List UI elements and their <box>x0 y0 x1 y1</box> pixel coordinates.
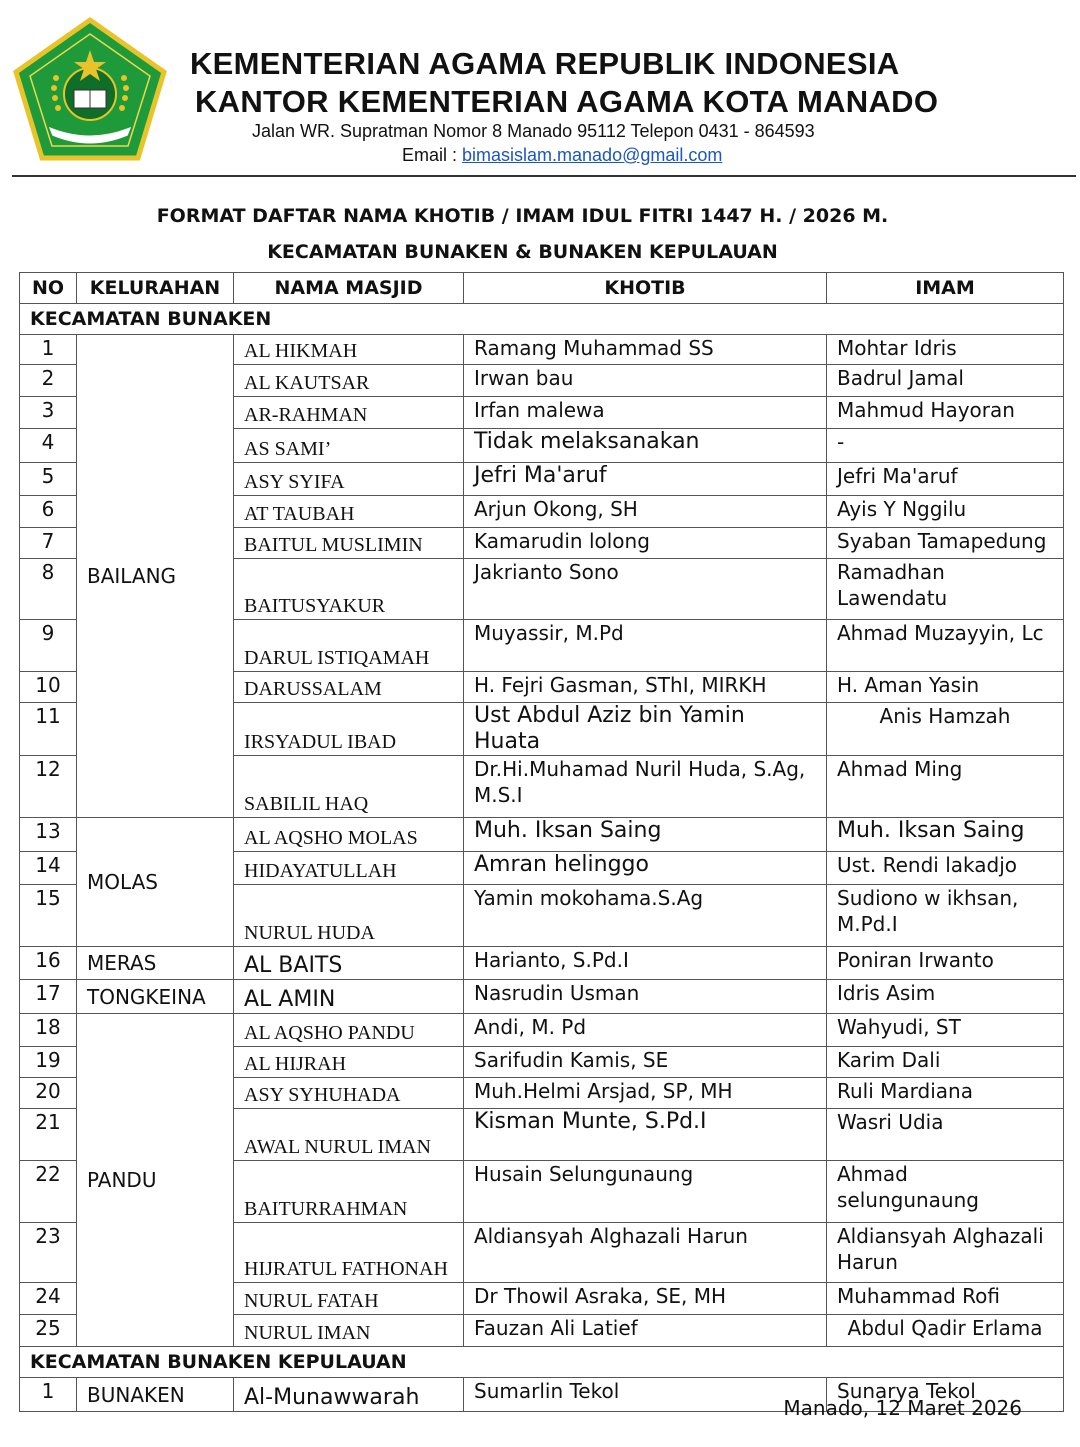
imam-cell: Mohtar Idris <box>827 335 1064 365</box>
masjid-cell: DARUSSALAM <box>234 672 464 703</box>
khotib-cell: Arjun Okong, SH <box>464 496 827 528</box>
kelurahan-cell: MERAS <box>77 947 234 980</box>
masjid-cell: AL AQSHO PANDU <box>234 1014 464 1047</box>
row-number: 24 <box>20 1283 77 1315</box>
masjid-cell: SABILIL HAQ <box>234 756 464 818</box>
kelurahan-cell: BUNAKEN <box>77 1378 234 1412</box>
section-row <box>20 304 1064 335</box>
khotib-cell: Jakrianto Sono <box>464 559 827 620</box>
khotib-cell: Dr Thowil Asraka, SE, MH <box>464 1283 827 1315</box>
imam-cell: Badrul Jamal <box>827 365 1064 397</box>
khotib-cell: Irwan bau <box>464 365 827 397</box>
document-subtitle: KECAMATAN BUNAKEN & BUNAKEN KEPULAUAN <box>267 241 778 263</box>
row-number: 20 <box>20 1078 77 1109</box>
row-number: 5 <box>20 463 77 496</box>
masjid-cell: AWAL NURUL IMAN <box>234 1109 464 1161</box>
row-number: 10 <box>20 672 77 703</box>
row-number: 6 <box>20 496 77 528</box>
khotib-cell: Amran helinggo <box>464 852 827 885</box>
imam-cell: H. Aman Yasin <box>827 672 1064 703</box>
row-number: 15 <box>20 885 77 947</box>
masjid-cell: AL BAITS <box>234 947 464 980</box>
imam-cell: - <box>827 429 1064 463</box>
imam-cell: Sudiono w ikhsan, M.Pd.I <box>827 885 1064 947</box>
kelurahan-cell: TONGKEINA <box>77 980 234 1014</box>
imam-cell: Ust. Rendi lakadjo <box>827 852 1064 885</box>
masjid-cell: ASY SYIFA <box>234 463 464 496</box>
khotib-cell: Tidak melaksanakan <box>464 429 827 463</box>
masjid-cell: AR-RAHMAN <box>234 397 464 429</box>
khotib-cell: Yamin mokohama.S.Ag <box>464 885 827 947</box>
table-row <box>20 1014 1064 1047</box>
kelurahan-cell: MOLAS <box>77 818 234 947</box>
column-header: KELURAHAN <box>77 273 234 304</box>
table-row <box>20 947 1064 980</box>
section-label: KECAMATAN BUNAKEN KEPULAUAN <box>20 1347 1064 1378</box>
row-number: 14 <box>20 852 77 885</box>
khotib-cell: Kamarudin lolong <box>464 528 827 559</box>
khotib-cell: Muh. Iksan Saing <box>464 818 827 852</box>
khotib-imam-table <box>19 272 1064 1412</box>
khotib-cell: Harianto, S.Pd.I <box>464 947 827 980</box>
kelurahan-cell: PANDU <box>77 1014 234 1347</box>
row-number: 1 <box>20 335 77 365</box>
khotib-cell: Sarifudin Kamis, SE <box>464 1047 827 1078</box>
row-number: 2 <box>20 365 77 397</box>
row-number: 22 <box>20 1161 77 1223</box>
header-divider <box>12 175 1076 177</box>
masjid-cell: NURUL IMAN <box>234 1315 464 1347</box>
row-number: 3 <box>20 397 77 429</box>
imam-cell: Anis Hamzah <box>827 703 1064 756</box>
row-number: 13 <box>20 818 77 852</box>
row-number: 4 <box>20 429 77 463</box>
imam-cell: Muh. Iksan Saing <box>827 818 1064 852</box>
imam-cell: Abdul Qadir Erlama <box>827 1315 1064 1347</box>
row-number: 9 <box>20 620 77 672</box>
row-number: 8 <box>20 559 77 620</box>
khotib-cell: Sumarlin Tekol <box>464 1378 827 1412</box>
masjid-cell: HIDAYATULLAH <box>234 852 464 885</box>
row-number: 23 <box>20 1223 77 1283</box>
imam-cell: Ramadhan Lawendatu <box>827 559 1064 620</box>
khotib-cell: Muh.Helmi Arsjad, SP, MH <box>464 1078 827 1109</box>
row-number: 11 <box>20 703 77 756</box>
khotib-cell: Husain Selungunaung <box>464 1161 827 1223</box>
imam-cell: Muhammad Rofi <box>827 1283 1064 1315</box>
document-title: FORMAT DAFTAR NAMA KHOTIB / IMAM IDUL FITRI 1447 H. / 2026 M. <box>156 205 889 227</box>
row-number: 18 <box>20 1014 77 1047</box>
row-number: 21 <box>20 1109 77 1161</box>
imam-cell: Jefri Ma'aruf <box>827 463 1064 496</box>
section-row <box>20 1347 1064 1378</box>
imam-cell: Ayis Y Nggilu <box>827 496 1064 528</box>
imam-cell: Sunarya Tekol <box>827 1378 1064 1412</box>
row-number: 25 <box>20 1315 77 1347</box>
row-number: 12 <box>20 756 77 818</box>
masjid-cell: BAITUSYAKUR <box>234 559 464 620</box>
imam-cell: Ahmad selungunaung <box>827 1161 1064 1223</box>
masjid-cell: DARUL ISTIQAMAH <box>234 620 464 672</box>
row-number: 1 <box>20 1378 77 1412</box>
masjid-cell: NURUL HUDA <box>234 885 464 947</box>
column-header: NO <box>20 273 77 304</box>
masjid-cell: AS SAMI’ <box>234 429 464 463</box>
masjid-cell: BAITUL MUSLIMIN <box>234 528 464 559</box>
email-line <box>402 145 722 166</box>
khotib-cell: Fauzan Ali Latief <box>464 1315 827 1347</box>
masjid-cell: Al-Munawwarah <box>234 1378 464 1412</box>
imam-cell: Ruli Mardiana <box>827 1078 1064 1109</box>
imam-cell: Ahmad Ming <box>827 756 1064 818</box>
row-number: 16 <box>20 947 77 980</box>
masjid-cell: AL KAUTSAR <box>234 365 464 397</box>
imam-cell: Idris Asim <box>827 980 1064 1014</box>
masjid-cell: NURUL FATAH <box>234 1283 464 1315</box>
khotib-cell: Ramang Muhammad SS <box>464 335 827 365</box>
khotib-cell: Andi, M. Pd <box>464 1014 827 1047</box>
ministry-name: KEMENTERIAN AGAMA REPUBLIK INDONESIA <box>190 46 900 81</box>
masjid-cell: AL AMIN <box>234 980 464 1014</box>
khotib-cell: H. Fejri Gasman, SThI, MIRKH <box>464 672 827 703</box>
signing-date: Manado, 12 Maret 2026 <box>783 1396 1022 1420</box>
imam-cell: Aldiansyah Alghazali Harun <box>827 1223 1064 1283</box>
masjid-cell: IRSYADUL IBAD <box>234 703 464 756</box>
row-number: 17 <box>20 980 77 1014</box>
email-link[interactable]: bimasislam.manado@gmail.com <box>462 145 723 165</box>
kemenag-logo <box>10 16 170 164</box>
row-number: 19 <box>20 1047 77 1078</box>
masjid-cell: BAITURRAHMAN <box>234 1161 464 1223</box>
khotib-cell: Aldiansyah Alghazali Harun <box>464 1223 827 1283</box>
khotib-cell: Irfan malewa <box>464 397 827 429</box>
imam-cell: Syaban Tamapedung <box>827 528 1064 559</box>
khotib-cell: Dr.Hi.Muhamad Nuril Huda, S.Ag, M.S.I <box>464 756 827 818</box>
office-name: KANTOR KEMENTERIAN AGAMA KOTA MANADO <box>195 84 939 119</box>
masjid-cell: ASY SYHUHADA <box>234 1078 464 1109</box>
table-header-row <box>20 273 1064 304</box>
table-row <box>20 818 1064 852</box>
column-header: KHOTIB <box>464 273 827 304</box>
table-row <box>20 980 1064 1014</box>
imam-cell: Mahmud Hayoran <box>827 397 1064 429</box>
masjid-cell: AT TAUBAH <box>234 496 464 528</box>
khotib-cell: Muyassir, M.Pd <box>464 620 827 672</box>
column-header: NAMA MASJID <box>234 273 464 304</box>
row-number: 7 <box>20 528 77 559</box>
masjid-cell: HIJRATUL FATHONAH <box>234 1223 464 1283</box>
column-header: IMAM <box>827 273 1064 304</box>
email-label: Email : <box>402 145 463 165</box>
khotib-cell: Nasrudin Usman <box>464 980 827 1014</box>
table-row <box>20 335 1064 365</box>
khotib-cell: Kisman Munte, S.Pd.I <box>464 1109 827 1161</box>
khotib-cell: Ust Abdul Aziz bin Yamin Huata <box>464 703 827 756</box>
imam-cell: Poniran Irwanto <box>827 947 1064 980</box>
office-address: Jalan WR. Supratman Nomor 8 Manado 95112 Telepon 0431 - 864593 <box>252 121 815 141</box>
imam-cell: Karim Dali <box>827 1047 1064 1078</box>
imam-cell: Wasri Udia <box>827 1109 1064 1161</box>
kelurahan-cell: BAILANG <box>77 335 234 818</box>
masjid-cell: AL AQSHO MOLAS <box>234 818 464 852</box>
masjid-cell: AL HIKMAH <box>234 335 464 365</box>
masjid-cell: AL HIJRAH <box>234 1047 464 1078</box>
imam-cell: Ahmad Muzayyin, Lc <box>827 620 1064 672</box>
khotib-cell: Jefri Ma'aruf <box>464 463 827 496</box>
section-label: KECAMATAN BUNAKEN <box>20 304 1064 335</box>
imam-cell: Wahyudi, ST <box>827 1014 1064 1047</box>
